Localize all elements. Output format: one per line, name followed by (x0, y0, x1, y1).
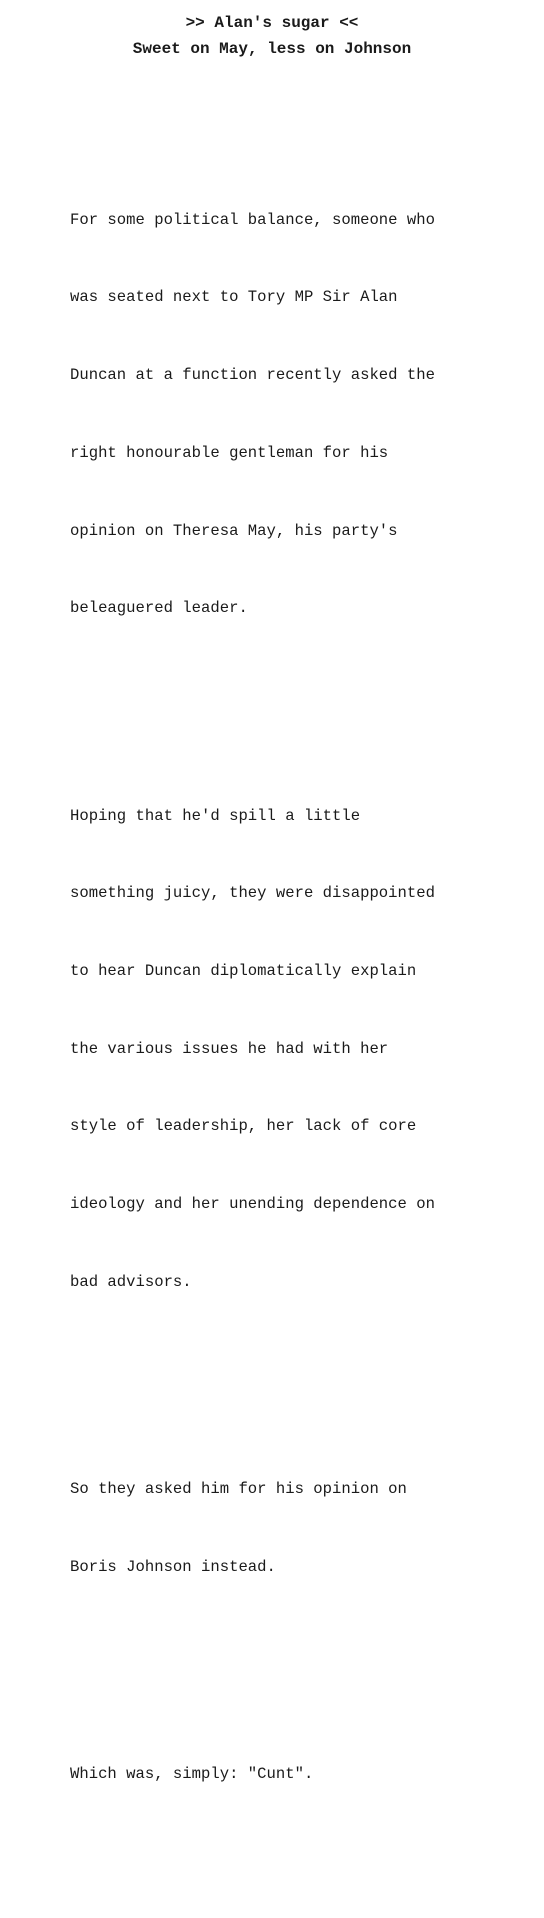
text-line: Which was, simply: "Cunt". (70, 1765, 314, 1784)
text-line: something juicy, they were disappointed (70, 884, 435, 903)
paragraph-4 (70, 1710, 530, 1840)
text-line: Hoping that he'd spill a little (70, 806, 361, 825)
paragraph-1 (70, 156, 530, 674)
text-line: was seated next to Tory MP Sir Alan (70, 288, 398, 307)
text-line: right honourable gentleman for his (70, 443, 389, 462)
text-line: style of leadership, her lack of core (70, 1117, 417, 1136)
text-line: Duncan at a function recently asked the (70, 366, 435, 385)
text-line: bad advisors. (70, 1272, 192, 1291)
paragraph-2 (70, 752, 530, 1348)
text-line: ideology and her unending dependence on (70, 1195, 435, 1214)
text-line: So they asked him for his opinion on (70, 1480, 407, 1499)
text-line: opinion on Theresa May, his party's (70, 521, 398, 540)
text-line: For some political balance, someone who (70, 210, 435, 229)
article-body (70, 104, 530, 1918)
heading (0, 0, 544, 62)
text-line: beleaguered leader. (70, 599, 248, 618)
heading-line-1: >> Alan's sugar << (185, 14, 359, 32)
text-line: Boris Johnson instead. (70, 1557, 276, 1576)
text-line: to hear Duncan diplomatically explain (70, 962, 417, 980)
text-line: the various issues he had with her (70, 1039, 389, 1058)
paragraph-3 (70, 1425, 530, 1632)
heading-line-2: Sweet on May, less on Johnson (132, 40, 412, 58)
